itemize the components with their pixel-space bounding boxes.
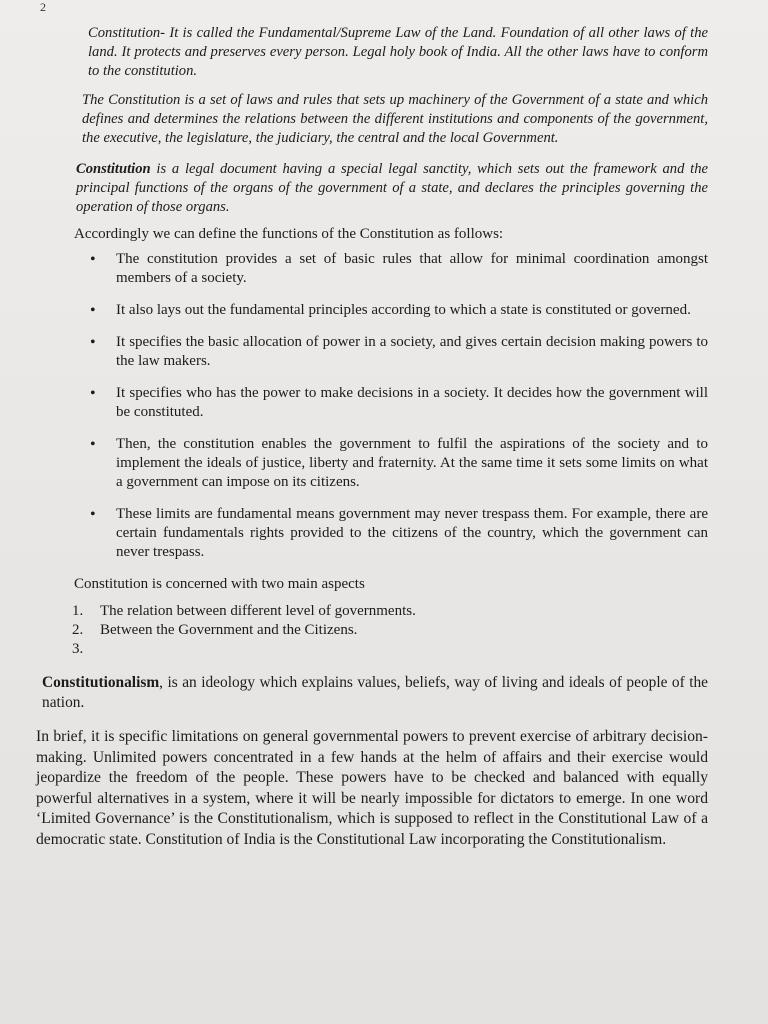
page-top-mark: 2 (40, 0, 46, 14)
list-item (36, 621, 708, 640)
brief-paragraph: In brief, it is specific limitations on general governmental powers to prevent exercise of arbitrary decision-making. Unlimited powers concentrated in a few hands at the helm of affairs and their exercise would jeopardize the freedom of the people. These powers have to be checked and balanced with equally powerful alternatives in a system, where it will be nearly impossible for dictators to emerge. In one word ‘Limited Governance’ is the Constitutionalism, which is supposed to reflect in the Constitutional Law of a democratic state. Constitution of India is the Constitutional Law incorporating the Constitutionalism. (36, 728, 708, 848)
function-text: It also lays out the fundamental principles according to which a state is constituted or governed. (116, 302, 691, 318)
item-number: 2. (72, 622, 84, 638)
bullet-icon: • (90, 251, 96, 268)
constitutionalism-paragraph (42, 673, 708, 713)
list-item (36, 384, 708, 422)
list-item (36, 301, 708, 320)
constitution-legal-document-text: is a legal document having a special legal sanctity, which sets out the framework and the principal functions of the organs of the government of a state, and declares the principles governing the operation of those organs. (76, 161, 708, 215)
aspects-list (36, 602, 708, 659)
item-number: 1. (72, 603, 84, 619)
bullet-icon: • (90, 385, 96, 402)
document-body (36, 24, 708, 850)
constitution-term: Constitution (76, 161, 151, 177)
function-text: The constitution provides a set of basic rules that allow for minimal coordination amongst members of a society. (116, 251, 708, 286)
bullet-icon: • (90, 334, 96, 351)
constitutionalism-text: , is an ideology which explains values, beliefs, way of living and ideals of people of the nation. (42, 674, 708, 711)
function-text: It specifies the basic allocation of power in a society, and gives certain decision making powers to the law makers. (116, 334, 708, 369)
bullet-icon: • (90, 302, 96, 319)
function-text: These limits are fundamental means government may never trespass them. For example, there are certain fundamentals rights provided to the citizens of the country, which the government can never trespass. (116, 506, 708, 560)
functions-intro: Accordingly we can define the functions of the Constitution as follows: (74, 226, 504, 242)
list-item (36, 435, 708, 492)
function-text: Then, the constitution enables the government to fulfil the aspirations of the society and to implement the ideals of justice, liberty and fraternity. At the same time it sets some limits on what a government can impose on its citizens. (116, 436, 708, 490)
aspect-text: Between the Government and the Citizens. (100, 622, 358, 638)
aspects-heading: Constitution is concerned with two main aspects (74, 576, 365, 592)
constitution-definition-paragraph: Constitution- It is called the Fundamental/Supreme Law of the Land. Foundation of all other laws of the land. It protects and preserves every person. Legal holy book of India. All the other laws have to conform to the constitution. (88, 25, 708, 79)
list-item (36, 333, 708, 371)
list-item (36, 505, 708, 562)
bullet-icon: • (90, 436, 96, 453)
function-text: It specifies who has the power to make decisions in a society. It decides how the government will be constituted. (116, 385, 708, 420)
list-item (36, 250, 708, 288)
functions-list (36, 250, 708, 562)
aspect-text: The relation between different level of governments. (100, 603, 416, 619)
bullet-icon: • (90, 506, 96, 523)
list-item (36, 640, 708, 659)
list-item (36, 602, 708, 621)
constitution-legal-document-paragraph (76, 160, 708, 217)
constitutionalism-term: Constitutionalism (42, 674, 160, 691)
item-number: 3. (72, 641, 84, 657)
constitution-laws-paragraph: The Constitution is a set of laws and rules that sets up machinery of the Government of a state and which defines and determines the relations between the different institutions and components of the government, the executive, the legislature, the judiciary, the central and the local Government. (82, 92, 708, 146)
